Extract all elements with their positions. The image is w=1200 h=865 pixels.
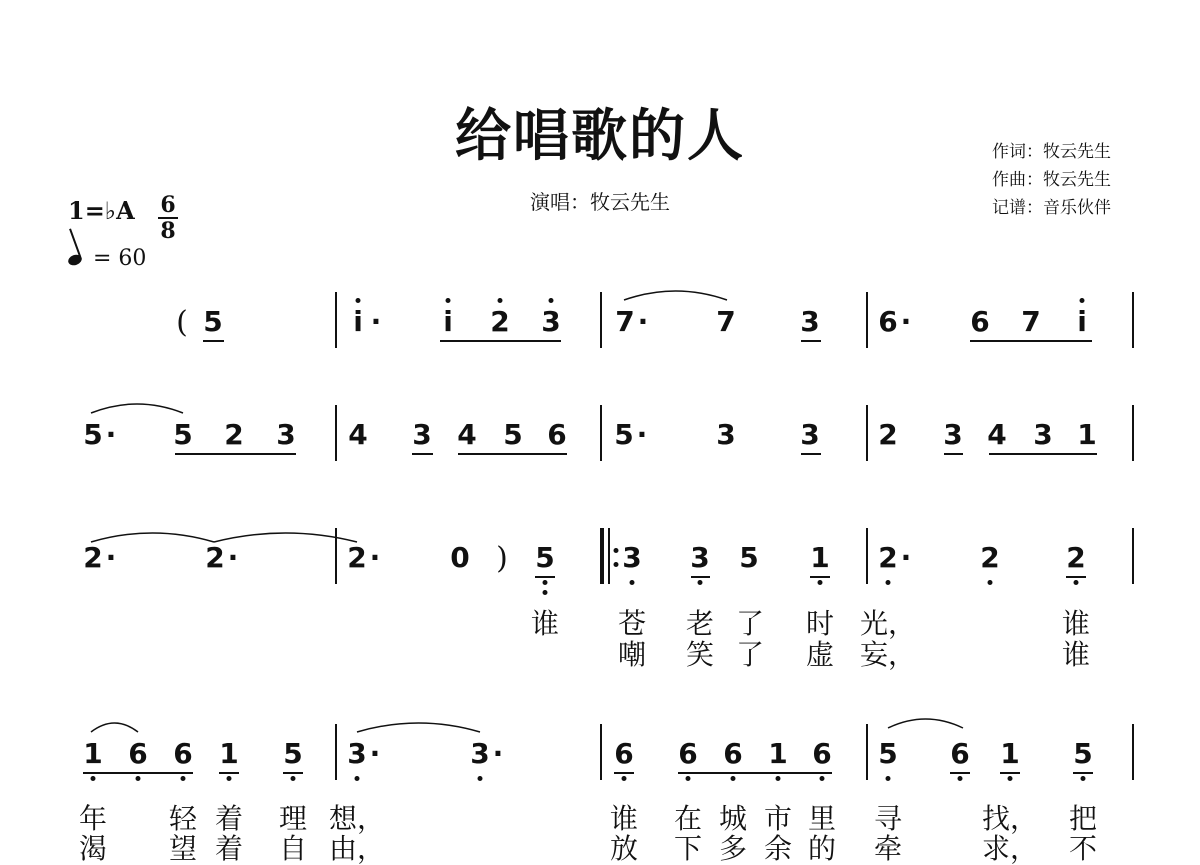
lyric-char: 里 xyxy=(807,802,837,835)
lyric-char: 轻 xyxy=(168,802,198,835)
note: 1 xyxy=(768,737,788,770)
note: 7 xyxy=(1021,305,1041,338)
note: 5 xyxy=(878,737,898,770)
note: · xyxy=(636,418,648,451)
note: · xyxy=(227,541,239,574)
note: 2 xyxy=(83,541,103,574)
key-text: 1=♭A xyxy=(68,196,135,225)
note: 5 xyxy=(503,418,523,451)
note: 3 xyxy=(943,418,963,451)
lyric-char: 牵 xyxy=(873,832,903,865)
lyric-char: 了 xyxy=(735,607,765,640)
note: 2 xyxy=(878,418,898,451)
lyricist-credit: 作词：牧云先生 xyxy=(992,142,1111,162)
note: 3 xyxy=(412,418,432,451)
lyric-char: 年 xyxy=(78,802,108,835)
note: 5 xyxy=(739,541,759,574)
note: 2 xyxy=(347,541,367,574)
lyric-char: 笑 xyxy=(685,638,715,671)
note: 4 xyxy=(987,418,1007,451)
note: 2 xyxy=(490,305,510,338)
lyric-char: 谁 xyxy=(1061,638,1091,671)
note: i xyxy=(353,305,363,338)
lyric-char: 望 xyxy=(168,832,198,865)
note: · xyxy=(637,305,649,338)
note: 6 xyxy=(723,737,743,770)
note: 3 xyxy=(347,737,367,770)
note: 5 xyxy=(83,418,103,451)
note: 7 xyxy=(716,305,736,338)
singer-credit: 演唱：牧云先生 xyxy=(530,190,670,214)
lyric-char: 理 xyxy=(278,802,308,835)
lyric-char: 城 xyxy=(718,802,748,835)
lyric-char: 渴 xyxy=(78,832,108,865)
tempo-text: = 60 xyxy=(93,246,147,271)
note: 1 xyxy=(83,737,103,770)
tie-slur xyxy=(888,719,963,728)
transcriber-credit: 记谱：音乐伙伴 xyxy=(992,198,1111,218)
lyric-char: 光， xyxy=(859,607,917,640)
lyric-char: 谁 xyxy=(530,607,560,640)
lyric-char: 寻 xyxy=(873,802,903,835)
note: 5 xyxy=(1073,737,1093,770)
note: i xyxy=(1077,305,1087,338)
note: 6 xyxy=(970,305,990,338)
note: 2 xyxy=(224,418,244,451)
tie-slur xyxy=(214,533,357,542)
time-top: 6 xyxy=(160,192,176,218)
note: 2 xyxy=(205,541,225,574)
lyric-char: 着 xyxy=(214,832,244,865)
tie-slur xyxy=(624,291,727,300)
note: 6 xyxy=(812,737,832,770)
paren-mark: ( xyxy=(176,305,188,340)
note: 3 xyxy=(690,541,710,574)
note: 1 xyxy=(219,737,239,770)
lyric-char: 由， xyxy=(328,832,386,865)
note: 3 xyxy=(470,737,490,770)
song-title: 给唱歌的人 xyxy=(455,103,745,169)
note: · xyxy=(105,541,117,574)
note: 6 xyxy=(614,737,634,770)
note: 1 xyxy=(810,541,830,574)
note: 2 xyxy=(1066,541,1086,574)
note: 2 xyxy=(878,541,898,574)
note: i xyxy=(443,305,453,338)
note: 4 xyxy=(348,418,368,451)
tie-slur xyxy=(91,723,138,732)
lyric-char: 了 xyxy=(735,638,765,671)
lyric-char: 下 xyxy=(673,832,703,865)
note: 3 xyxy=(800,418,820,451)
lyric-char: 余 xyxy=(763,832,793,865)
note: 3 xyxy=(716,418,736,451)
lyric-char: 老 xyxy=(685,607,715,640)
note: 1 xyxy=(1000,737,1020,770)
note: 0 xyxy=(450,541,470,574)
note: 5 xyxy=(614,418,634,451)
lyric-char: 苍 xyxy=(617,607,647,640)
lyric-char: 求， xyxy=(981,832,1039,865)
note: 5 xyxy=(203,305,223,338)
note: · xyxy=(370,305,382,338)
note: 3 xyxy=(541,305,561,338)
lyric-char: 谁 xyxy=(1061,607,1091,640)
note: 6 xyxy=(878,305,898,338)
lyric-char: 放 xyxy=(609,832,639,865)
note: 6 xyxy=(128,737,148,770)
lyric-char: 想， xyxy=(328,802,386,835)
note: 3 xyxy=(622,541,642,574)
lyric-char: 妄， xyxy=(859,638,917,671)
note: · xyxy=(369,737,381,770)
lyric-char: 把 xyxy=(1068,802,1098,835)
note: · xyxy=(369,541,381,574)
lyric-char: 在 xyxy=(673,802,703,835)
lyric-char: 市 xyxy=(763,802,793,835)
lyric-char: 自 xyxy=(278,832,308,865)
note: · xyxy=(900,541,912,574)
note: 1 xyxy=(1077,418,1097,451)
note: 3 xyxy=(276,418,296,451)
note: 5 xyxy=(535,541,555,574)
note: 7 xyxy=(615,305,635,338)
note: 2 xyxy=(980,541,1000,574)
lyric-char: 多 xyxy=(718,832,748,865)
lyric-char: 不 xyxy=(1068,832,1098,865)
note: 5 xyxy=(283,737,303,770)
lyric-char: 找， xyxy=(981,802,1039,835)
lyric-char: 着 xyxy=(214,802,244,835)
note: 5 xyxy=(173,418,193,451)
note: 6 xyxy=(678,737,698,770)
note: 6 xyxy=(950,737,970,770)
composer-credit: 作曲：牧云先生 xyxy=(992,170,1111,190)
tie-slur xyxy=(91,404,183,413)
note: 6 xyxy=(173,737,193,770)
lyric-char: 虚 xyxy=(805,638,835,671)
note: · xyxy=(105,418,117,451)
note: 4 xyxy=(457,418,477,451)
time-bottom: 8 xyxy=(160,218,176,244)
lyric-char: 谁 xyxy=(609,802,639,835)
note: · xyxy=(900,305,912,338)
note: 6 xyxy=(547,418,567,451)
tie-slur xyxy=(91,533,214,542)
tie-slur xyxy=(357,723,480,732)
note: 3 xyxy=(800,305,820,338)
note: 3 xyxy=(1033,418,1053,451)
lyric-char: 嘲 xyxy=(617,638,647,671)
lyric-char: 的 xyxy=(807,832,837,865)
paren-mark: ) xyxy=(496,541,508,576)
note: · xyxy=(492,737,504,770)
lyric-char: 时 xyxy=(805,607,835,640)
